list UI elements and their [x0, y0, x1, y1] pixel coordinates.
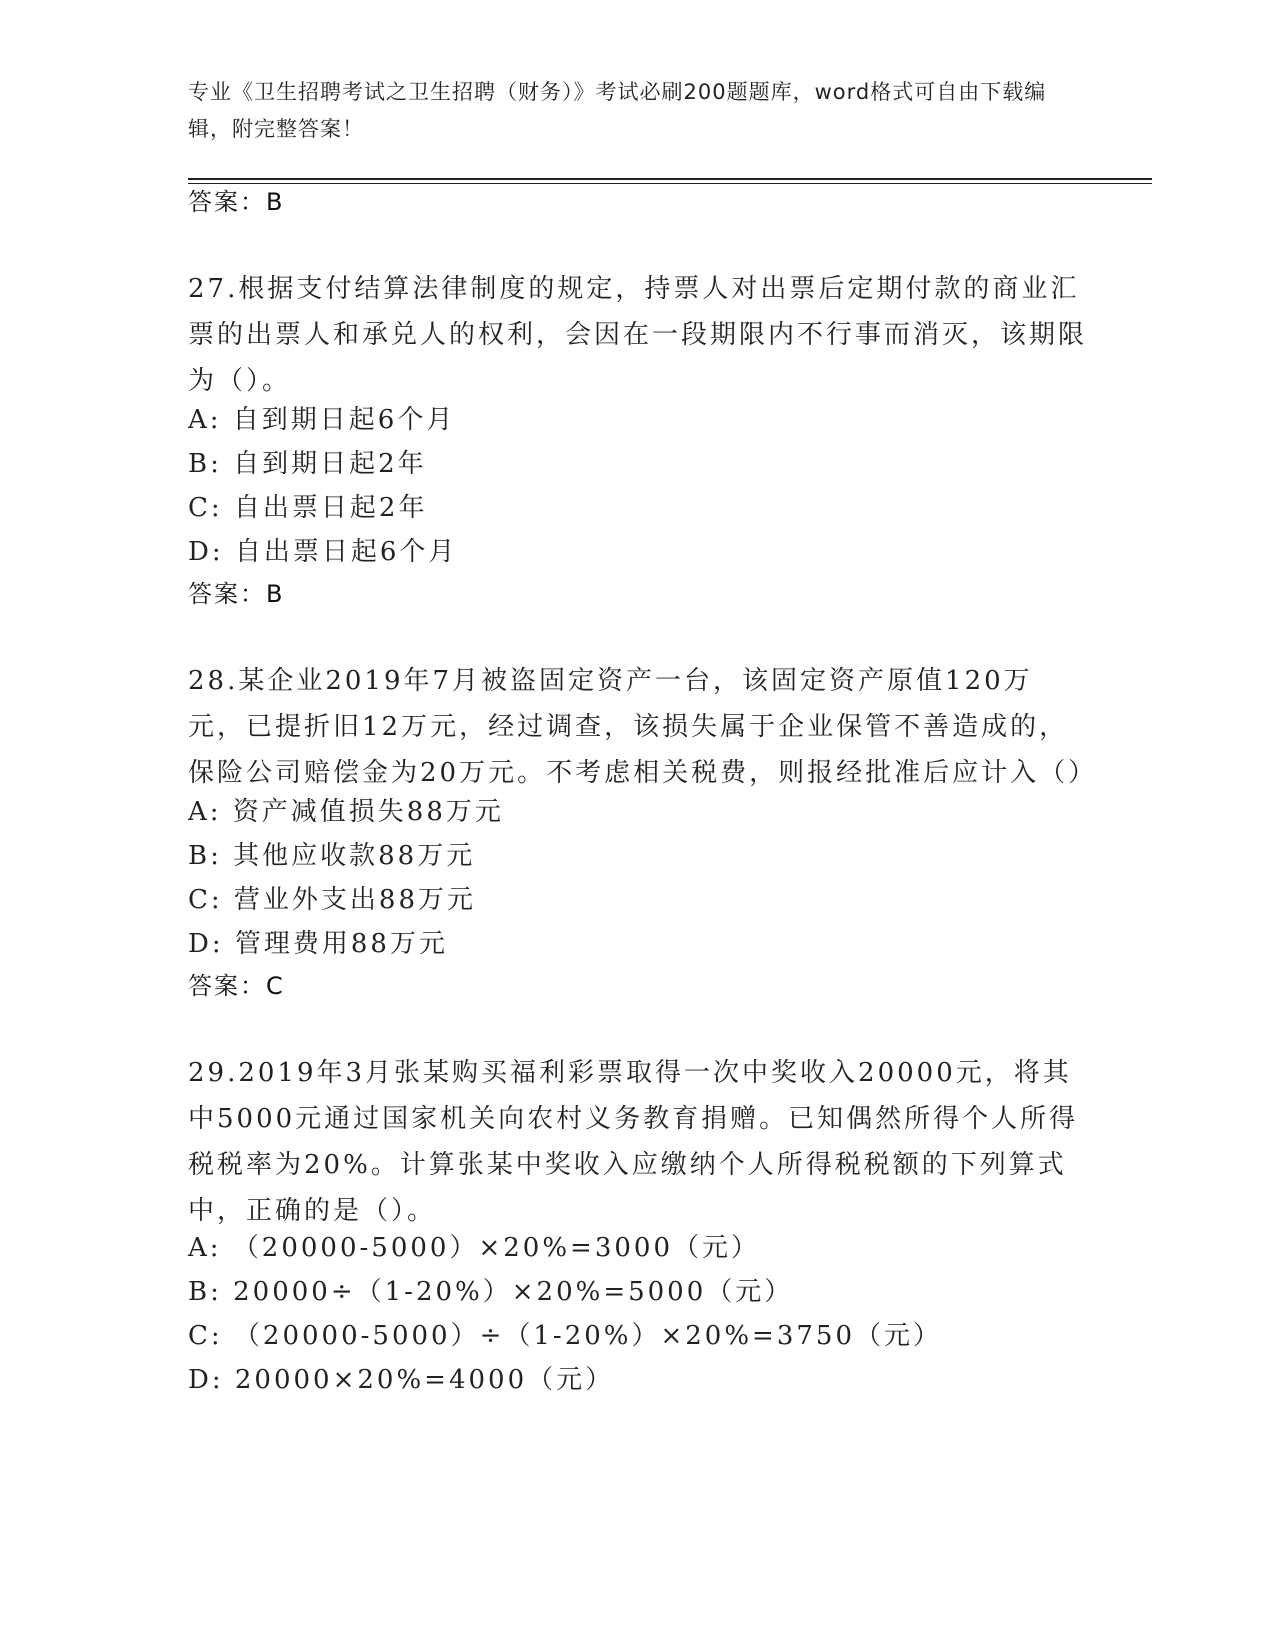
header-rule-thick [188, 178, 1152, 180]
question-text: 29.2019年3月张某购买福利彩票取得一次中奖收入20000元，将其中5000元通过国家机关向农村义务教育捐赠。已知偶然所得个人所得税税率为20%。计算张某中奖收入应缴纳个人所得税税额的下列算式中，正确的是（）。 [188, 1058, 1079, 1226]
option-c: C: 自出票日起2年 [188, 493, 428, 523]
document-header: 专业《卫生招聘考试之卫生招聘（财务）》考试必刷200题题库，word格式可自由下载编辑，附完整答案！ [188, 80, 1047, 141]
option-c: C: 营业外支出88万元 [188, 885, 477, 915]
option-d: D: 自出票日起6个月 [188, 537, 458, 567]
answer-line: 答案：B [188, 580, 285, 608]
option-a: A: 自到期日起6个月 [188, 405, 456, 435]
option-d: D: 管理费用88万元 [188, 929, 448, 959]
question-text: 27.根据支付结算法律制度的规定，持票人对出票后定期付款的商业汇票的出票人和承兑人的权利，会因在一段期限内不行事而消灭，该期限为（）。 [188, 274, 1088, 396]
option-b: B: 自到期日起2年 [188, 449, 427, 479]
option-a: A: 资产减值损失88万元 [188, 797, 504, 827]
option-a: A: （20000-5000）×20%=3000（元） [188, 1233, 760, 1263]
question-text: 28.某企业2019年7月被盗固定资产一台，该固定资产原值120万元，已提折旧12万元，经过调查，该损失属于企业保管不善造成的，保险公司赔偿金为20万元。不考虑相关税费，则报经批准后应计入（） [188, 666, 1098, 788]
answer-line: 答案：B [188, 188, 285, 216]
option-c: C: （20000-5000）÷（1-20%）×20%=3750（元） [188, 1321, 943, 1351]
header-rule-thin [188, 183, 1152, 184]
option-b: B: 其他应收款88万元 [188, 841, 476, 871]
option-d: D: 20000×20%=4000（元） [188, 1365, 615, 1395]
answer-line: 答案：C [188, 972, 285, 1000]
option-b: B: 20000÷（1-20%）×20%=5000（元） [188, 1277, 794, 1307]
